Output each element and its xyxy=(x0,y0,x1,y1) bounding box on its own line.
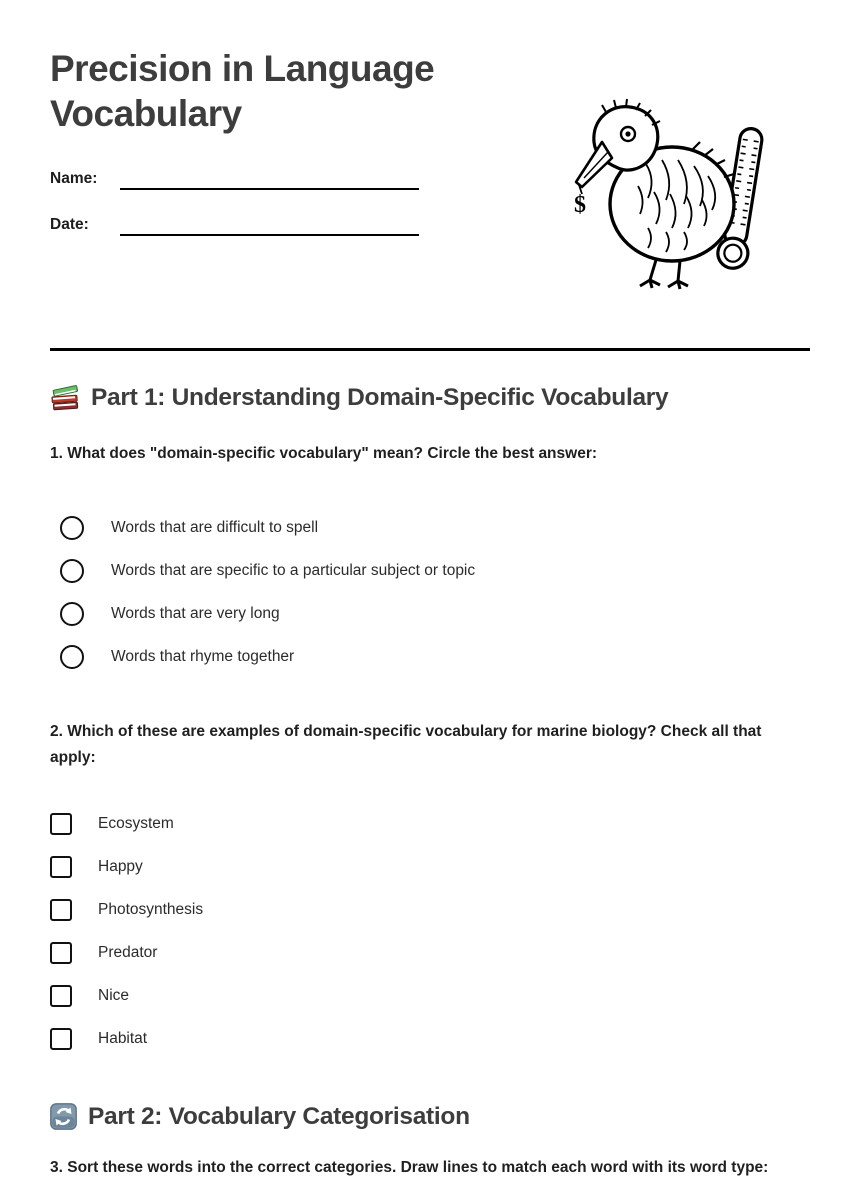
radio-button[interactable] xyxy=(60,516,84,540)
radio-button[interactable] xyxy=(60,645,84,669)
name-label: Name: xyxy=(50,170,120,190)
checkbox-option-row xyxy=(50,813,810,835)
question-2-options xyxy=(50,813,810,1050)
checkbox[interactable] xyxy=(50,942,72,964)
radio-option-label: Words that are difficult to spell xyxy=(111,519,318,537)
page-title: Precision in Language Vocabulary xyxy=(50,0,570,136)
checkbox[interactable] xyxy=(50,1028,72,1050)
name-input-line[interactable] xyxy=(120,168,419,190)
checkbox-option-label: Habitat xyxy=(98,1030,147,1048)
checkbox[interactable] xyxy=(50,985,72,1007)
checkbox[interactable] xyxy=(50,899,72,921)
radio-option-row xyxy=(60,602,810,626)
checkbox-option-label: Ecosystem xyxy=(98,815,174,833)
part2-heading xyxy=(50,1103,810,1131)
question-2-text: 2. Which of these are examples of domain-specific vocabulary for marine biology? Check all that apply: xyxy=(50,719,795,772)
svg-text:$: $ xyxy=(574,192,586,218)
checkbox[interactable] xyxy=(50,856,72,878)
radio-option-row xyxy=(60,516,810,540)
checkbox-option-label: Predator xyxy=(98,944,157,962)
part2-heading-text: Part 2: Vocabulary Categorisation xyxy=(88,1103,470,1131)
radio-option-label: Words that are specific to a particular subject or topic xyxy=(111,562,475,580)
checkbox-option-row xyxy=(50,856,810,878)
checkbox-option-label: Happy xyxy=(98,858,143,876)
checkbox[interactable] xyxy=(50,813,72,835)
checkbox-option-row xyxy=(50,942,810,964)
section-divider xyxy=(50,348,810,351)
radio-option-label: Words that rhyme together xyxy=(111,648,294,666)
checkbox-option-label: Photosynthesis xyxy=(98,901,203,919)
question-1-text: 1. What does "domain-specific vocabulary" mean? Circle the best answer: xyxy=(50,441,795,468)
radio-option-label: Words that are very long xyxy=(111,605,280,623)
checkbox-option-row xyxy=(50,899,810,921)
kiwi-bird xyxy=(574,99,734,289)
date-label: Date: xyxy=(50,216,120,236)
question-1-options xyxy=(60,516,810,669)
question-3-text: 3. Sort these words into the correct categories. Draw lines to match each word with its word type: xyxy=(50,1155,795,1181)
radio-button[interactable] xyxy=(60,602,84,626)
checkbox-option-label: Nice xyxy=(98,987,129,1005)
radio-button[interactable] xyxy=(60,559,84,583)
checkbox-option-row xyxy=(50,985,810,1007)
radio-option-row xyxy=(60,559,810,583)
part1-heading-text: Part 1: Understanding Domain-Specific Vocabulary xyxy=(91,384,668,412)
kiwi-illustration xyxy=(572,82,782,290)
part1-heading xyxy=(50,384,810,412)
radio-option-row xyxy=(60,645,810,669)
arrows-cycle-icon xyxy=(50,1103,77,1130)
books-icon xyxy=(50,384,80,412)
date-input-line[interactable] xyxy=(120,214,419,236)
checkbox-option-row xyxy=(50,1028,810,1050)
